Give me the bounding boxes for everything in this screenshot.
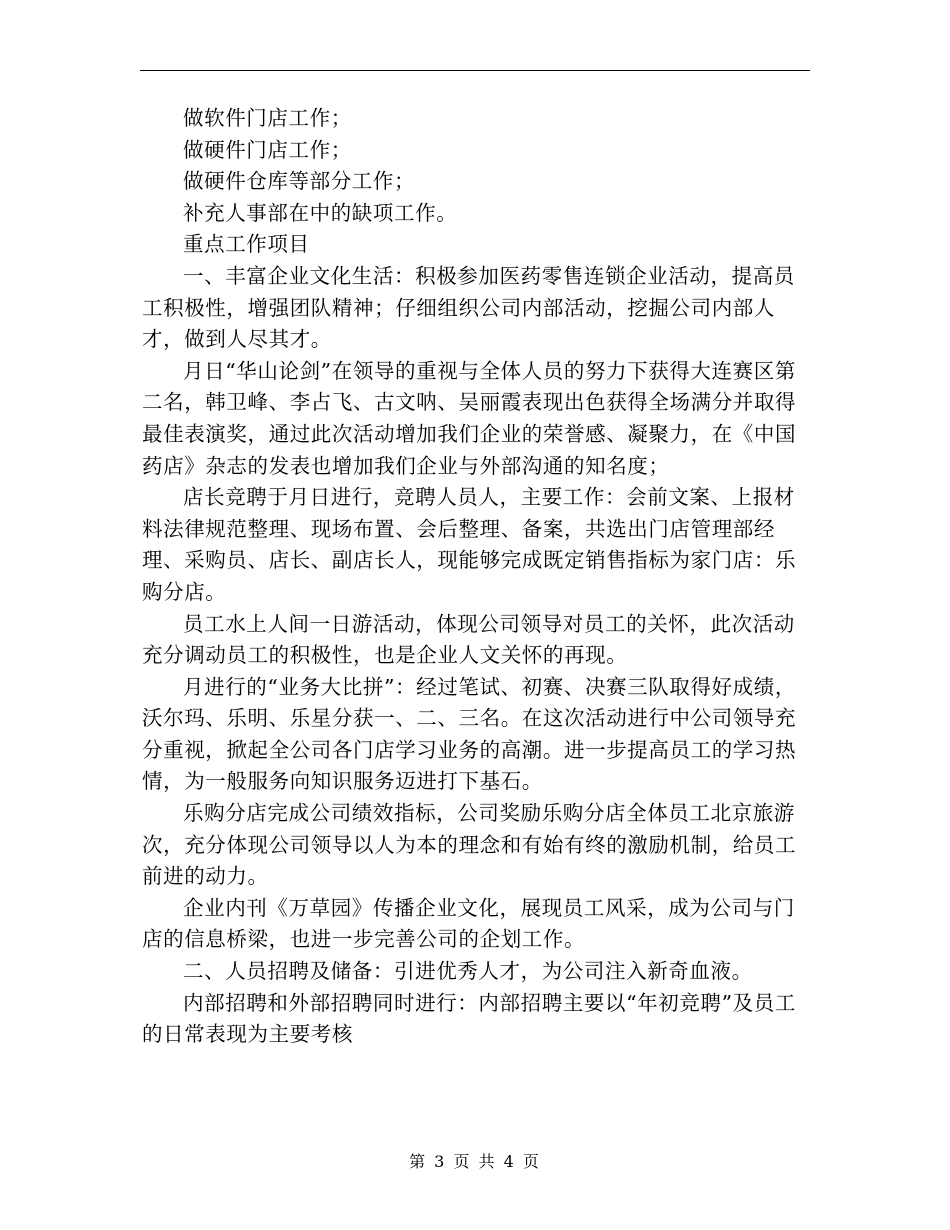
paragraph: 做硬件门店工作； xyxy=(183,137,352,162)
paragraph: 店长竞聘于月日进行，竞聘人员人，主要工作：会前文案、上报材料法律规范整理、现场布置、会后整理、备案，共选出门店管理部经理、采购员、店长、副店长人，现能够完成既定销售指标为家门店：乐购分店。 xyxy=(142,485,797,604)
paragraph: 月日“华山论剑”在领导的重视与全体人员的努力下获得大连赛区第二名，韩卫峰、李占飞、古文呐、吴丽霞表现出色获得全场满分并取得最佳表演奖，通过此次活动增加我们企业的荣誉感、凝聚力，在《中国药店》杂志的发表也增加我们企业与外部沟通的知名度； xyxy=(142,358,797,478)
page-footer: 第 3 页 共 4 页 xyxy=(409,1152,541,1171)
paragraph: 乐购分店完成公司绩效指标，公司奖励乐购分店全体员工北京旅游次，充分体现公司领导以人为本的理念和有始有终的激励机制，给员工前进的动力。 xyxy=(142,801,797,889)
paragraph: 做硬件仓库等部分工作； xyxy=(183,169,416,194)
paragraph: 企业内刊《万草园》传播企业文化，展现员工风采，成为公司与门店的信息桥梁，也进一步完善公司的企划工作。 xyxy=(142,895,795,952)
paragraph: 内部招聘和外部招聘同时进行：内部招聘主要以“年初竞聘”及员工的日常表现为主要考核 xyxy=(142,990,796,1047)
paragraph: 做软件门店工作； xyxy=(183,106,352,130)
paragraph: 月进行的“业务大比拼”：经过笔试、初赛、决赛三队取得好成绩，沃尔玛、乐明、乐星分获一、二、三名。在这次活动进行中公司领导充分重视，掀起全公司各门店学习业务的高潮。进一步提高员工的学习热情，为一般服务向知识服务迈进打下基石。 xyxy=(142,674,797,794)
paragraph: 补充人事部在中的缺项工作。 xyxy=(183,200,458,225)
paragraph: 员工水上人间一日游活动，体现公司领导对员工的关怀，此次活动充分调动员工的积极性，也是企业人文关怀的再现。 xyxy=(142,611,795,668)
header-rule xyxy=(140,70,810,71)
section-heading: 重点工作项目 xyxy=(183,232,310,257)
paragraph: 二、人员招聘及储备：引进优秀人才，为公司注入新奇血液。 xyxy=(183,959,753,984)
paragraph: 一、丰富企业文化生活：积极参加医药零售连锁企业活动，提高员工积极性，增强团队精神；仔细组织公司内部活动，挖掘公司内部人才，做到人尽其才。 xyxy=(142,263,795,352)
document-body xyxy=(142,103,810,1051)
